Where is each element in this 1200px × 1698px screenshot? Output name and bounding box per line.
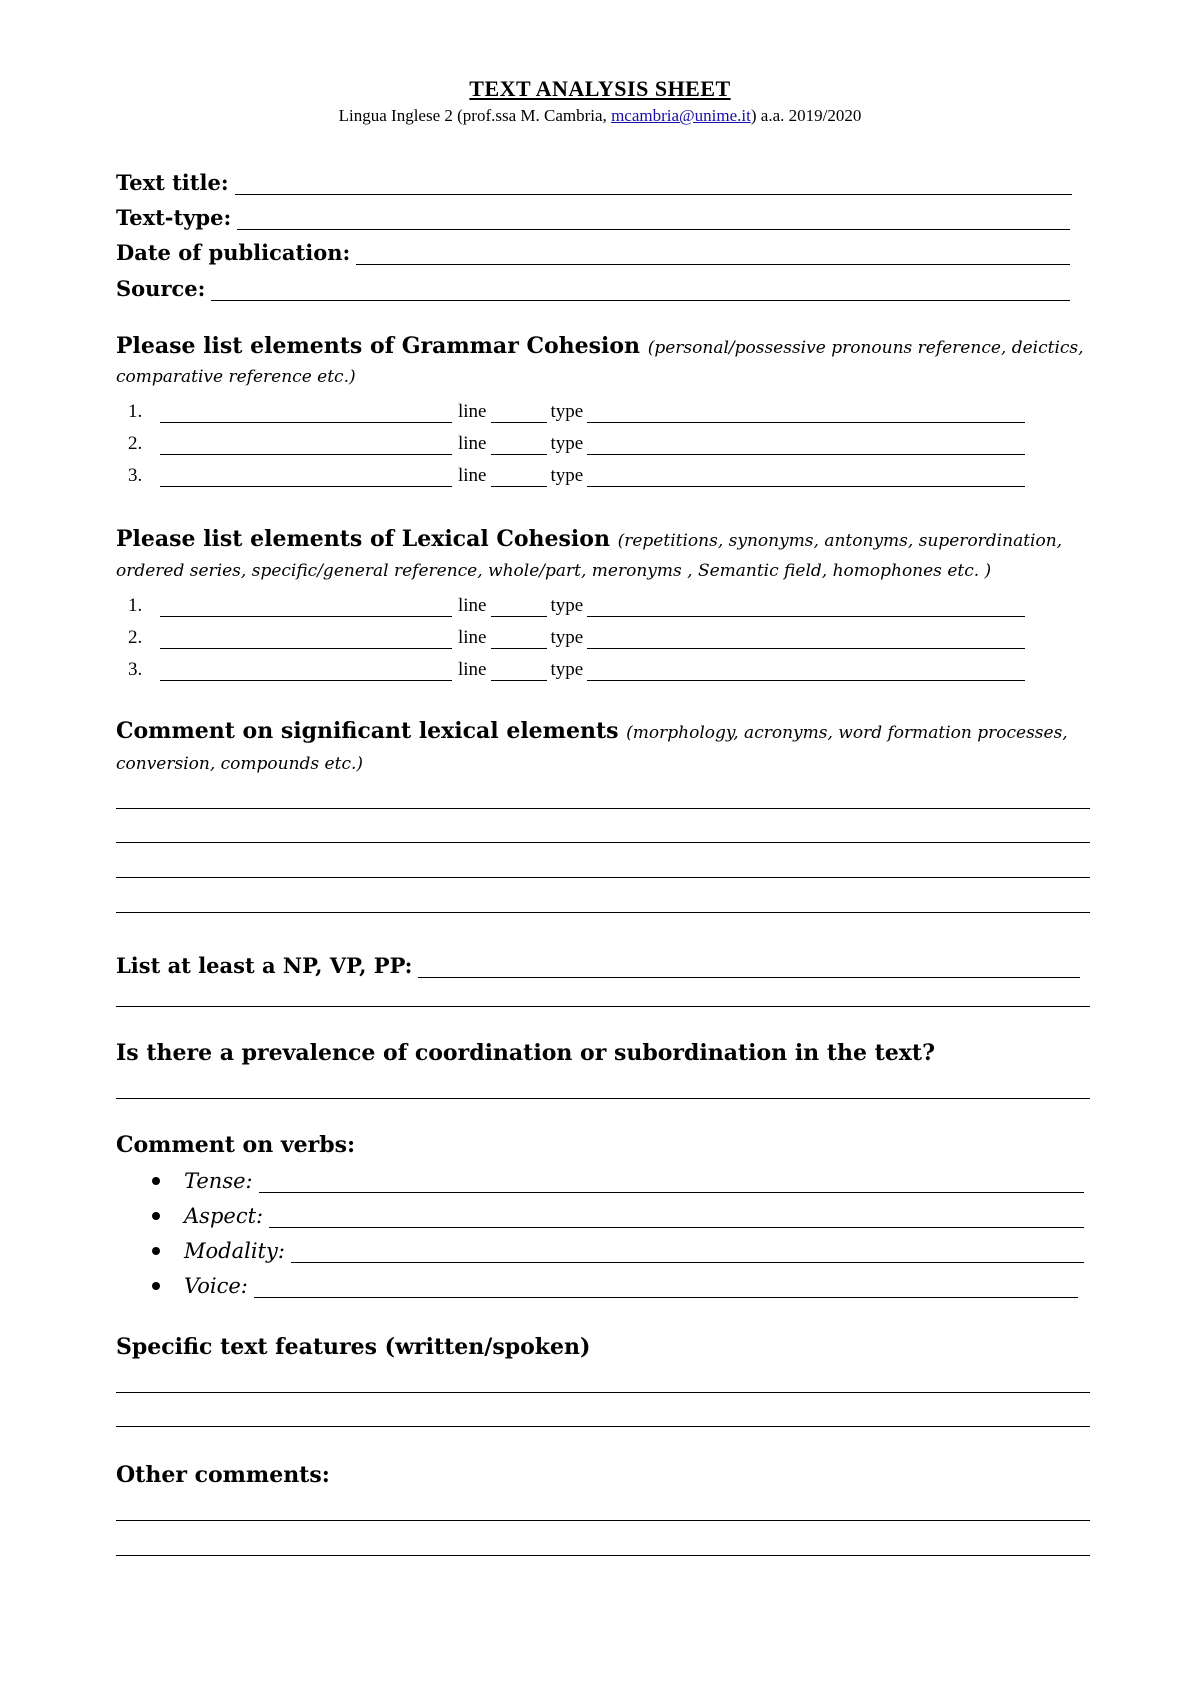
element-input[interactable] (160, 434, 452, 455)
row-number: 1. (128, 595, 143, 616)
element-input[interactable] (160, 660, 452, 681)
course-info (0, 106, 1200, 126)
line-label: line (458, 401, 487, 422)
date-label: Date of publication: (116, 240, 351, 265)
significant-hint-continued: conversion, compounds etc.) (116, 754, 363, 774)
verbs-heading: Comment on verbs: (116, 1132, 356, 1158)
lexical-hint: (repetitions, synonyms, antonyms, superordination, (617, 531, 1063, 551)
line-input[interactable] (491, 466, 547, 487)
grammar-row (128, 427, 1058, 455)
features-heading: Specific text features (written/spoken) (116, 1334, 591, 1360)
line-input[interactable] (491, 660, 547, 681)
text-type-input[interactable] (237, 207, 1070, 230)
significant-heading (116, 718, 1068, 744)
verb-item-input[interactable] (291, 1240, 1084, 1263)
type-input[interactable] (587, 660, 1025, 681)
line-label: line (458, 465, 487, 486)
verb-item-input[interactable] (269, 1205, 1084, 1228)
type-label: type (550, 659, 584, 680)
significant-heading-text: Comment on significant lexical elements (116, 718, 619, 744)
type-input[interactable] (587, 466, 1025, 487)
significant-answer-line[interactable] (116, 808, 1090, 809)
element-input[interactable] (160, 628, 452, 649)
verb-item-input[interactable] (259, 1170, 1084, 1193)
features-answer-line[interactable] (116, 1426, 1090, 1427)
type-label: type (550, 401, 584, 422)
email-link[interactable]: mcambria@unime.it (611, 106, 751, 125)
type-label: type (550, 433, 584, 454)
line-label: line (458, 659, 487, 680)
text-type-field (116, 200, 1070, 230)
element-input[interactable] (160, 402, 452, 423)
type-label: type (550, 627, 584, 648)
phrases-answer-line[interactable] (116, 1006, 1090, 1007)
verb-item-aspect (152, 1198, 1084, 1228)
lexical-heading (116, 526, 1062, 552)
verb-item-input[interactable] (254, 1275, 1078, 1298)
coordination-question: Is there a prevalence of coordination or subordination in the text? (116, 1040, 935, 1066)
verb-item-label: Modality: (184, 1239, 285, 1263)
lexical-row (128, 589, 1058, 617)
line-label: line (458, 595, 487, 616)
lexical-heading-text: Please list elements of Lexical Cohesion (116, 526, 610, 552)
grammar-hint: (personal/possessive pronouns reference, deictics, (647, 338, 1084, 358)
row-number: 3. (128, 465, 143, 486)
lexical-row (128, 621, 1058, 649)
element-input[interactable] (160, 466, 452, 487)
phrases-field (116, 948, 1080, 978)
line-input[interactable] (491, 628, 547, 649)
grammar-row (128, 395, 1058, 423)
type-input[interactable] (587, 402, 1025, 423)
verb-item-label: Voice: (184, 1274, 248, 1298)
type-input[interactable] (587, 596, 1025, 617)
grammar-heading (116, 333, 1084, 359)
text-title-input[interactable] (235, 172, 1072, 195)
bullet-icon (152, 1247, 160, 1255)
grammar-hint-continued: comparative reference etc.) (116, 367, 356, 387)
type-label: type (550, 595, 584, 616)
line-input[interactable] (491, 402, 547, 423)
line-label: line (458, 627, 487, 648)
verb-item-label: Tense: (184, 1169, 253, 1193)
grammar-row (128, 459, 1058, 487)
verb-item-tense (152, 1163, 1084, 1193)
course-info-prefix: Lingua Inglese 2 (prof.ssa M. Cambria, (338, 106, 612, 125)
significant-answer-line[interactable] (116, 877, 1090, 878)
bullet-icon (152, 1177, 160, 1185)
date-field (116, 235, 1070, 265)
source-label: Source: (116, 276, 206, 301)
type-input[interactable] (587, 628, 1025, 649)
features-answer-line[interactable] (116, 1392, 1090, 1393)
coordination-answer-line[interactable] (116, 1098, 1090, 1099)
source-input[interactable] (211, 278, 1070, 301)
row-number: 2. (128, 433, 143, 454)
significant-hint: (morphology, acronyms, word formation processes, (626, 723, 1068, 743)
grammar-heading-text: Please list elements of Grammar Cohesion (116, 333, 641, 359)
row-number: 2. (128, 627, 143, 648)
lexical-hint-continued: ordered series, specific/general reference, whole/part, meronyms , Semantic field, homophones etc. ) (116, 561, 992, 581)
course-info-suffix: ) a.a. 2019/2020 (750, 106, 862, 125)
text-type-label: Text-type: (116, 205, 232, 230)
lexical-row (128, 653, 1058, 681)
other-heading: Other comments: (116, 1462, 330, 1488)
line-input[interactable] (491, 434, 547, 455)
date-input[interactable] (356, 242, 1070, 265)
row-number: 3. (128, 659, 143, 680)
bullet-icon (152, 1212, 160, 1220)
text-title-field (116, 165, 1072, 195)
source-field (116, 271, 1070, 301)
type-input[interactable] (587, 434, 1025, 455)
phrases-input[interactable] (418, 955, 1080, 978)
phrases-label: List at least a NP, VP, PP: (116, 953, 413, 978)
text-title-label: Text title: (116, 170, 229, 195)
significant-answer-line[interactable] (116, 842, 1090, 843)
significant-answer-line[interactable] (116, 912, 1090, 913)
line-input[interactable] (491, 596, 547, 617)
verb-item-label: Aspect: (184, 1204, 264, 1228)
element-input[interactable] (160, 596, 452, 617)
line-label: line (458, 433, 487, 454)
other-answer-line[interactable] (116, 1520, 1090, 1521)
verb-item-voice (152, 1268, 1078, 1298)
bullet-icon (152, 1282, 160, 1290)
row-number: 1. (128, 401, 143, 422)
verb-item-modality (152, 1233, 1084, 1263)
sheet-title: TEXT ANALYSIS SHEET (469, 76, 731, 101)
type-label: type (550, 465, 584, 486)
other-answer-line[interactable] (116, 1555, 1090, 1556)
